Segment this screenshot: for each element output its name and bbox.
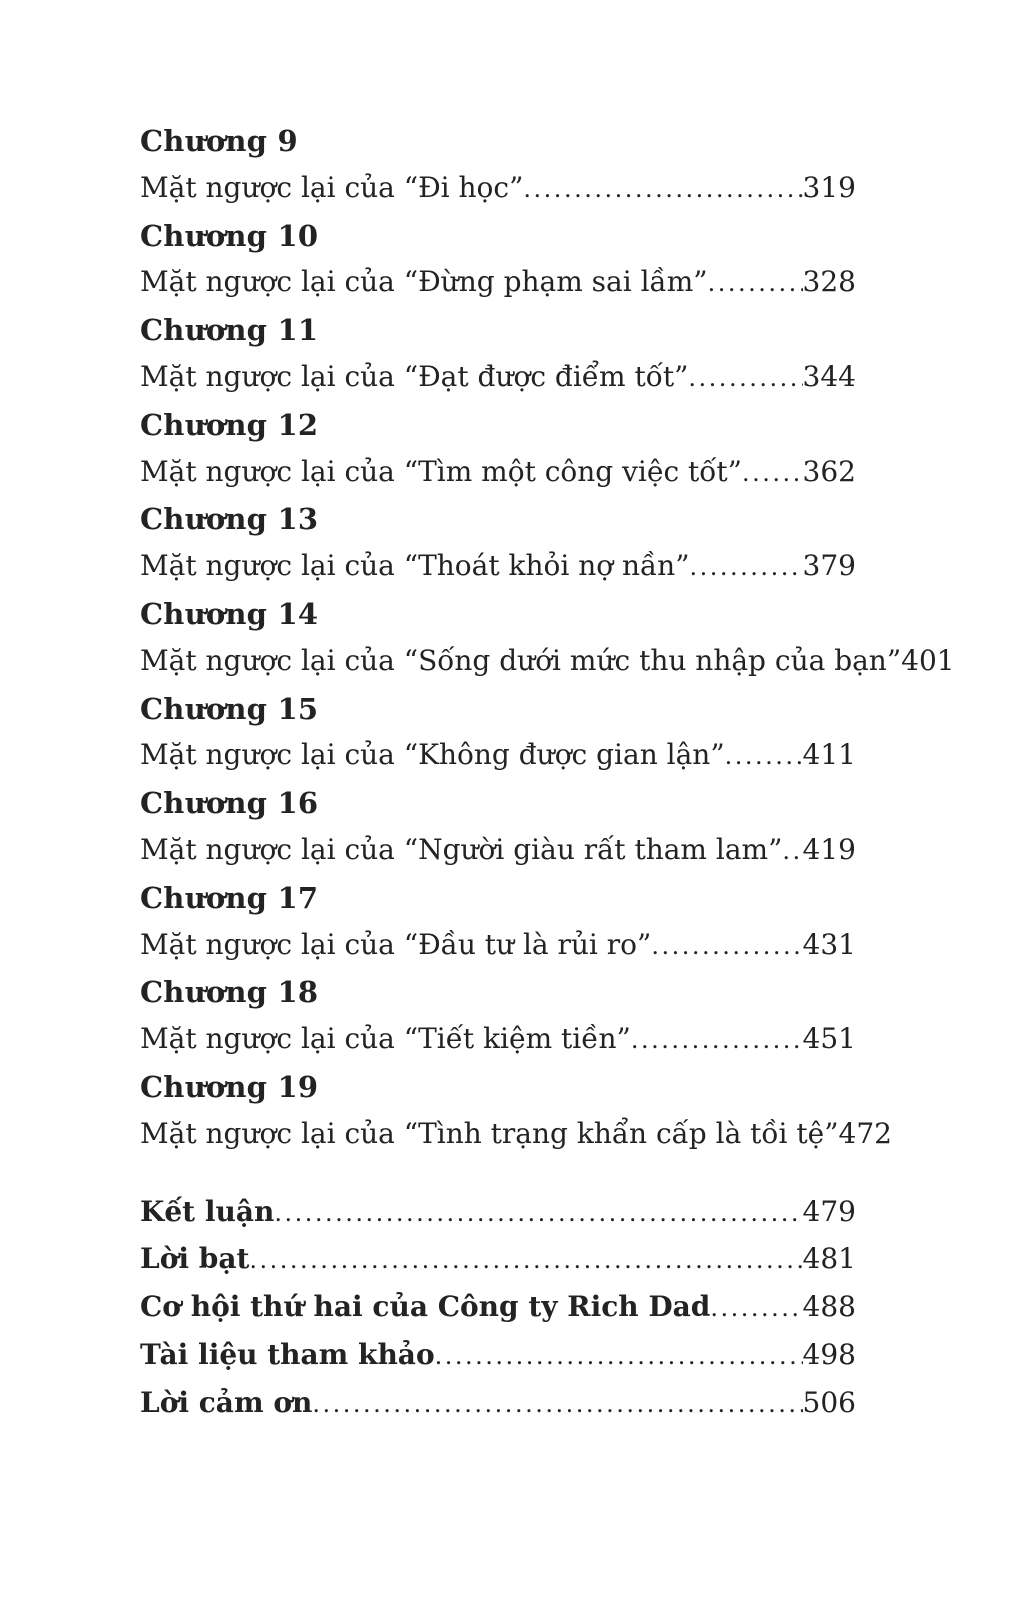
toc-entry: [140, 732, 856, 780]
table-of-contents: [140, 118, 955, 1428]
entry-page-number: 362: [802, 454, 856, 488]
toc-chapter: [140, 1064, 892, 1159]
toc-back-entry: [140, 1332, 856, 1380]
entry-title: Lời cảm ơn: [140, 1385, 313, 1419]
chapter-heading: Chương 13: [140, 502, 319, 537]
entry-page-number: 401: [901, 643, 955, 677]
entry-page-number: 506: [802, 1385, 856, 1419]
dot-leader: [523, 166, 802, 213]
chapter-heading: Chương 15: [140, 691, 319, 726]
toc-entry: [140, 638, 955, 686]
toc-entry: [140, 543, 856, 591]
dot-leader: [274, 1190, 802, 1237]
entry-page-number: 481: [802, 1242, 856, 1276]
chapter-heading: Chương 14: [140, 596, 319, 631]
chapter-heading: Chương 19: [140, 1069, 319, 1104]
chapter-heading: Chương 16: [140, 786, 319, 821]
toc-chapter: [140, 686, 856, 781]
toc-back-entry: [140, 1236, 856, 1284]
dot-leader: [690, 544, 803, 591]
dot-leader: [725, 733, 803, 780]
entry-title: Lời bạt: [140, 1242, 250, 1276]
entry-page-number: 411: [802, 738, 856, 772]
toc-back-entry: [140, 1189, 856, 1237]
chapter-heading: Chương 12: [140, 407, 319, 442]
dot-leader: [651, 923, 802, 970]
entry-page-number: 488: [802, 1290, 856, 1324]
entry-title: Mặt ngược lại của “Thoát khỏi nợ nần”: [140, 549, 690, 583]
entry-page-number: 472: [838, 1116, 892, 1150]
toc-chapter: [140, 496, 856, 591]
entry-title: Mặt ngược lại của “Đạt được điểm tốt”: [140, 359, 689, 393]
entry-page-number: 431: [802, 927, 856, 961]
entry-title: Mặt ngược lại của “Người giàu rất tham lam”: [140, 832, 783, 866]
chapter-heading: Chương 10: [140, 218, 319, 253]
chapter-heading: Chương 11: [140, 313, 319, 348]
chapter-list: [140, 118, 955, 1159]
entry-title: Mặt ngược lại của “Tiết kiệm tiền”: [140, 1022, 631, 1056]
chapter-heading: Chương 18: [140, 975, 319, 1010]
dot-leader: [708, 260, 803, 307]
toc-entry: [140, 827, 856, 875]
back-matter-list: [140, 1189, 856, 1428]
entry-page-number: 419: [802, 832, 856, 866]
dot-leader: [710, 1285, 802, 1332]
toc-chapter: [140, 402, 856, 497]
toc-back-entry: [140, 1380, 856, 1428]
entry-title: Tài liệu tham khảo: [140, 1337, 435, 1371]
entry-page-number: 379: [802, 549, 856, 583]
dot-leader: [688, 355, 802, 402]
toc-entry: [140, 449, 856, 497]
toc-chapter: [140, 213, 856, 308]
toc-entry: [140, 259, 856, 307]
entry-page-number: 479: [802, 1194, 856, 1228]
dot-leader: [312, 1381, 802, 1428]
entry-page-number: 328: [802, 265, 856, 299]
entry-title: Mặt ngược lại của “Không được gian lận”: [140, 738, 725, 772]
toc-chapter: [140, 591, 955, 686]
entry-title: Cơ hội thứ hai của Công ty Rich Dad: [140, 1290, 711, 1324]
toc-entry: [140, 354, 856, 402]
toc-chapter: [140, 875, 856, 970]
entry-page-number: 344: [802, 359, 856, 393]
toc-entry: [140, 1016, 856, 1064]
dot-leader: [782, 828, 802, 875]
toc-chapter: [140, 969, 856, 1064]
toc-chapter: [140, 307, 856, 402]
toc-entry: [140, 922, 856, 970]
entry-page-number: 498: [802, 1337, 856, 1371]
dot-leader: [631, 1017, 803, 1064]
dot-leader: [435, 1333, 803, 1380]
entry-title: Kết luận: [140, 1194, 275, 1228]
dot-leader: [249, 1237, 802, 1284]
chapter-heading: Chương 17: [140, 880, 319, 915]
dot-leader: [742, 450, 803, 497]
chapter-heading: Chương 9: [140, 124, 298, 158]
entry-page-number: 319: [802, 170, 856, 204]
entry-title: Mặt ngược lại của “Đi học”: [140, 170, 524, 204]
entry-title: Mặt ngược lại của “Tình trạng khẩn cấp là tồi tệ”: [140, 1116, 839, 1150]
toc-back-entry: [140, 1284, 856, 1332]
toc-chapter: [140, 780, 856, 875]
entry-title: Mặt ngược lại của “Sống dưới mức thu nhập của bạn”: [140, 643, 902, 677]
toc-chapter: [140, 118, 856, 213]
toc-entry: [140, 165, 856, 213]
entry-title: Mặt ngược lại của “Tìm một công việc tốt”: [140, 454, 742, 488]
toc-entry: [140, 1111, 892, 1159]
entry-page-number: 451: [802, 1022, 856, 1056]
entry-title: Mặt ngược lại của “Đừng phạm sai lầm”: [140, 265, 708, 299]
entry-title: Mặt ngược lại của “Đầu tư là rủi ro”: [140, 927, 652, 961]
